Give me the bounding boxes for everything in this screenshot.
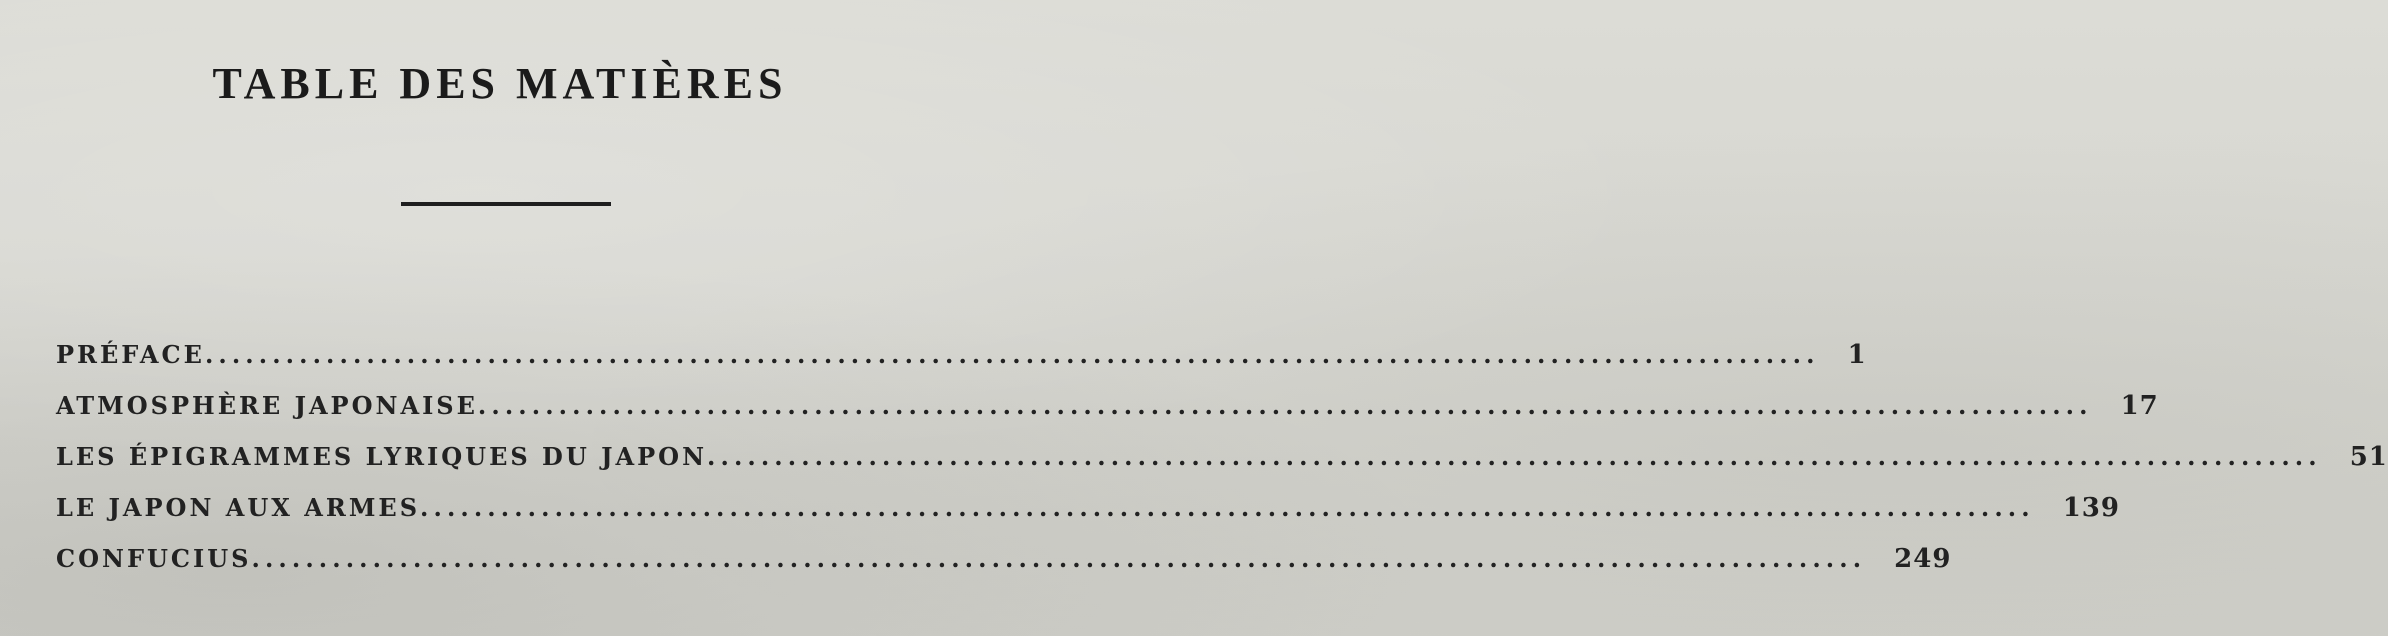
toc-entry-label: ATMOSPHÈRE JAPONAISE: [56, 391, 478, 420]
dot-leader: ........................................................................................................................: [707, 442, 2322, 471]
toc-entry-label: LES ÉPIGRAMMES LYRIQUES DU JAPON: [56, 442, 708, 471]
dot-leader: ........................................................................................................................: [251, 544, 1867, 573]
toc-entry: [56, 340, 1867, 391]
toc-entry-label: LE JAPON AUX ARMES: [56, 493, 421, 522]
toc-entry-page: 51: [2349, 442, 2388, 472]
toc-entry-page: 249: [1894, 544, 1952, 574]
title-divider: [401, 202, 611, 206]
toc-entry: [56, 544, 1952, 595]
toc-entry-label: CONFUCIUS: [56, 544, 252, 573]
toc-entry: [56, 442, 2388, 493]
dot-leader: ........................................................................................................................: [420, 493, 2035, 522]
toc-entry-page: 1: [1847, 340, 1867, 370]
toc-entry-page: 17: [2120, 391, 2159, 421]
dot-leader: ........................................................................................................................: [477, 391, 2093, 420]
page-title: TABLE DES MATIÈRES: [212, 59, 788, 108]
toc-entry: [56, 391, 2159, 442]
table-of-contents: [56, 340, 2388, 595]
toc-entry: [56, 493, 2120, 544]
dot-leader: ........................................................................................................................: [204, 340, 1820, 369]
toc-entry-page: 139: [2062, 493, 2120, 523]
toc-entry-label: PRÉFACE: [56, 340, 205, 369]
